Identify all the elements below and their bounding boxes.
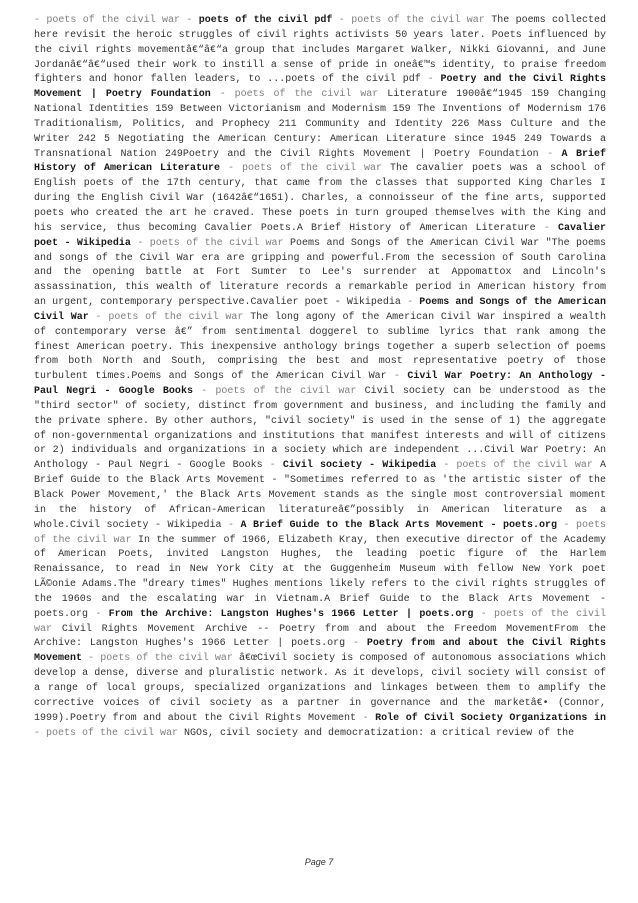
bold-title-segment: poets of the civil pdf	[198, 15, 333, 26]
separator-segment: -	[386, 371, 408, 383]
separator-segment: -	[535, 222, 558, 234]
separator-segment: - poets of the civil war	[34, 519, 606, 546]
text-segment: Civil society can be understood as the "third sector" of society, distinct from government and business, and including the family and the private sphere. By other authors, "civil society" is used in the sense of 1) the aggregate of non-governmental organizations and institutions that manifest interests and will of citizens or 2) individuals and organizations in a society which are independent ...Civil War Poetry: An Anthology - Paul Negri - Google Books	[34, 386, 607, 472]
separator-segment: - poets of the civil war	[82, 653, 239, 665]
bold-title-segment: Poetry and the Civil Rights Movement | Poetry Foundation	[34, 74, 606, 101]
separator-segment: - poets of the civil war	[130, 237, 291, 249]
bold-title-segment: Poetry from and about the Civil Rights Movement	[34, 638, 606, 665]
body-paragraph	[34, 14, 606, 741]
text-segment: The long agony of the American Civil War inspired a wealth of contemporary verse â€” from sentimental doggerel to sublime lyrics that rank among the finest American poetry. This inexpensive anthology brings together a superb selection of poems from both North and South, comprising the best and most representative poetry of those turbulent times.Poems and Songs of the American Civil War	[34, 311, 606, 383]
separator-segment: - poets of the civil war	[332, 15, 492, 26]
separator-segment: -	[420, 74, 441, 86]
bold-title-segment: Cavalier poet - Wikipedia	[34, 222, 606, 249]
bold-title-segment: Civil War Poetry: An Anthology - Paul Negri - Google Books	[34, 371, 606, 398]
page-number: Page 7	[304, 857, 334, 867]
separator-segment: -	[538, 148, 562, 160]
separator-segment: -	[88, 608, 109, 620]
separator-segment: -	[400, 297, 420, 309]
text-segment: In the summer of 1966, Elizabeth Kray, then executive director of the Academy of American Poets, invited Langston Hughes, the leading poetic figure of the Harlem Renaissance, to read in New York City at the Guggenheim Museum with fellow New York poet LÃ©onie Adams.The "dreary times" Hughes mentions likely refers to the civil rights struggles of the 1960s and the escalating war in Vietnam.A Brief Guide to the Black Arts Movement - poets.org	[34, 534, 606, 620]
bold-title-segment: A Brief Guide to the Black Arts Movement - poets.org	[240, 519, 557, 531]
separator-segment: - poets of the civil war	[34, 727, 185, 739]
bold-title-segment: A Brief History of American Literature	[34, 148, 606, 175]
separator-segment: -	[221, 519, 241, 531]
bold-title-segment: Civil society - Wikipedia	[282, 460, 437, 472]
text-segment: Civil Rights Movement Archive -- Poetry from and about the Freedom MovementFrom the Archive: Langston Hughes's 1966 Letter | poets.org	[34, 623, 606, 650]
text-segment: Poems and Songs of the American Civil War "The poems and songs of the Civil War era are gripping and powerful.From the secession of South Carolina and the opening battle at Fort Sumter to Lee's surrender at Appomattox and Lincoln's assassination, this wealth of literature records a remarkable period in American history from an urgent, contemporary perspective.Cavalier poet - Wikipedia	[34, 237, 607, 309]
separator-segment: -	[262, 460, 283, 472]
separator-segment: - poets of the civil war	[220, 163, 390, 175]
separator-segment: - poets of the civil war	[210, 89, 388, 101]
text-segment: NGOs, civil society and democratization: a critical review of the	[184, 727, 575, 739]
separator-segment: - poets of the civil war	[436, 460, 600, 472]
text-segment: The cavalier poets was a school of English poets of the 17th century, that came from the classes that supported King Charles I during the English Civil War (1642â€“1651). Charles, a connoisseur of the fine arts, supported poets who created the art he craved. These poets in turn grouped themselves with the King and his service, thus becoming Cavalier Poets.A Brief History of American Literature	[34, 163, 606, 234]
separator-segment: -	[356, 712, 376, 724]
bold-title-segment: Poems and Songs of the American Civil War	[34, 297, 606, 323]
separator-segment: - poets of the civil war	[192, 386, 365, 398]
document-body	[34, 14, 606, 741]
separator-segment: - poets of the civil war	[88, 311, 251, 323]
bold-title-segment: From the Archive: Langston Hughes's 1966 Letter | poets.org	[108, 608, 474, 620]
separator-segment: -	[345, 638, 367, 650]
text-segment: â€œCivil society is composed of autonomous associations which develop a dense, diverse and pluralistic network. As it develops, civil society will consist of a range of local groups, specialized organizations and linkages between them to amplify the corrective voices of civil society as a partner in governance and the marketâ€• (Connor, 1999).Poetry from and about the Civil Rights Movement	[34, 653, 607, 724]
bold-title-segment: Role of Civil Society Organizations in	[375, 712, 606, 724]
text-segment: A Brief Guide to the Black Arts Movement - "Sometimes referred to as 'the artistic sister of the Black Power Movement,' the Black Arts Movement stands as the single most controversial moment in the history of African-American literatureâ€”possibly in American literature as a whole.Civil society - Wikipedia	[34, 460, 606, 531]
separator-segment: - poets of the civil war -	[34, 15, 199, 26]
text-segment: The poems collected here revisit the heroic struggles of civil rights activists 50 years later. Poets influenced by the civil rights movementâ€“â€“a group that includes Margaret Walker, Nikki Giovanni, and June Jordanâ€“â€“used their work to instill a sense of pride in oneâ€™s identity, to praise freedom fighters and honor fallen leaders, to ...poets of the civil pdf	[34, 15, 607, 86]
separator-segment: - poets of the civil war	[34, 608, 606, 635]
text-segment: Literature 1900â€“1945 159 Changing National Identities 159 Between Victorianism and Modernism 159 The Inventions of Modernism 176 Traditionalism, Politics, and Prophecy 211 Community and Identity 226 Mass Culture and the Writer 242 5 Negotiating the American Century: American Literature since 1945 249 Towards a Transnational Nation 249Poetry and the Civil Rights Movement | Poetry Foundation	[34, 89, 606, 160]
